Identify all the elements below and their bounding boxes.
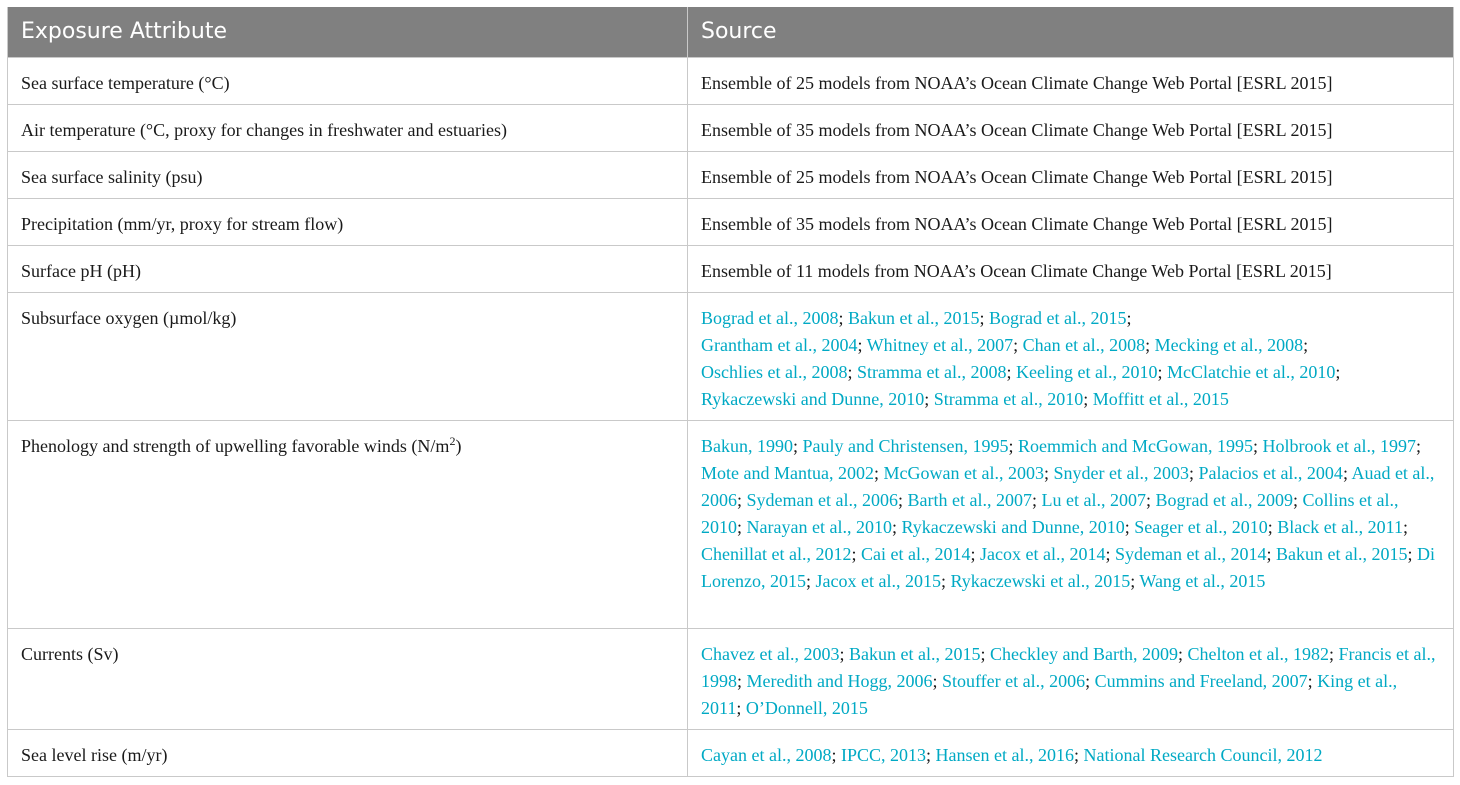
attribute-text: Surface pH (pH) <box>21 260 141 281</box>
citation-link[interactable]: Grantham et al., 2004 <box>701 334 858 355</box>
source-cell <box>688 104 1454 151</box>
citation-link[interactable]: Pauly and Christensen, 1995 <box>802 435 1009 456</box>
citation-link[interactable]: Keeling et al., 2010 <box>1015 361 1158 382</box>
table-body <box>8 57 1454 776</box>
exposure-attribute-table <box>7 7 1454 777</box>
source-cell <box>688 57 1454 104</box>
table-row <box>8 104 1454 151</box>
citation-link[interactable]: Mote and Mantua, 2002 <box>701 462 874 483</box>
table-header-row <box>8 7 1454 57</box>
source-text: Ensemble of 11 models from NOAA’s Ocean Climate Change Web Portal [ESRL 2015] <box>701 260 1332 281</box>
source-text: Ensemble of 25 models from NOAA’s Ocean Climate Change Web Portal [ESRL 2015] <box>701 72 1333 93</box>
source-text: Ensemble of 35 models from NOAA’s Ocean Climate Change Web Portal [ESRL 2015] <box>701 213 1333 234</box>
citation-link[interactable]: Cummins and Freeland, 2007 <box>1094 670 1308 691</box>
citation-link[interactable]: Francis et al., 1998 <box>701 643 1436 691</box>
source-cell <box>688 198 1454 245</box>
citation-link[interactable]: Bakun et al., 2015 <box>848 643 981 664</box>
attribute-text: Phenology and strength of upwelling favorable winds (N/m <box>21 435 450 456</box>
attribute-text: Precipitation (mm/yr, proxy for stream flow) <box>21 213 344 234</box>
citation-link[interactable]: Bograd et al., 2008 <box>701 307 839 328</box>
source-cell <box>688 245 1454 292</box>
source-cell: Bakun, 1990; Pauly and Christensen, 1995; Roemmich and McGowan, 1995; Holbrook et al., 1997; Mote and Mantua, 2002; McGowan et al., 2003; Snyder et al., 2003; Palacios et al., 2004; Auad et al., 2006; Sydeman et al., 2006; Barth et al., 2007; Lu et al., 2007; Bograd et al., 2009; Collins et al., 2010; Narayan et al., 2010; Rykaczewski and Dunne, 2010; Seager et al., 2010; Black et al., 2011; Chenillat et al., 2012; Cai et al., 2014; Jacox et al., 2014; Sydeman et al., 2014; Bakun et al., 2015; Di Lorenzo, 2015; Jacox et al., 2015; Rykaczewski et al., 2015; Wang et al., 2015 <box>688 420 1454 628</box>
citation-link[interactable]: Bograd et al., 2015 <box>989 307 1127 328</box>
citation-link[interactable]: IPCC, 2013 <box>840 744 927 765</box>
citation-link[interactable]: Bakun, 1990 <box>701 435 793 456</box>
attribute-cell <box>8 151 688 198</box>
citation-link[interactable]: Chan et al., 2008 <box>1022 334 1146 355</box>
citation-link[interactable]: Rykaczewski and Dunne, 2010 <box>701 388 925 409</box>
table-row <box>8 628 1454 729</box>
attribute-text: Currents (Sv) <box>21 643 119 664</box>
table-row <box>8 57 1454 104</box>
attribute-superscript: 2 <box>449 433 456 448</box>
citation-link[interactable]: Chenillat et al., 2012 <box>701 543 852 564</box>
source-cell: Bograd et al., 2008; Bakun et al., 2015; Bograd et al., 2015; Grantham et al., 2004; Whitney et al., 2007; Chan et al., 2008; Mecking et al., 2008; Oschlies et al., 2008; Stramma et al., 2008; Keeling et al., 2010; McClatchie et al., 2010; Rykaczewski and Dunne, 2010; Stramma et al., 2010; Moffitt et al., 2015 <box>688 292 1454 420</box>
citation-link[interactable]: Rykaczewski et al., 2015 <box>950 570 1131 591</box>
source-cell: Cayan et al., 2008; IPCC, 2013; Hansen et al., 2016; National Research Council, 2012 <box>688 729 1454 776</box>
table-row <box>8 729 1454 776</box>
citation-link[interactable]: Stouffer et al., 2006 <box>942 670 1086 691</box>
table-row <box>8 151 1454 198</box>
citation-link[interactable]: McClatchie et al., 2010 <box>1166 361 1336 382</box>
attribute-cell <box>8 57 688 104</box>
attribute-text: Sea level rise (m/yr) <box>21 744 168 765</box>
citation-link[interactable]: Roemmich and McGowan, 1995 <box>1018 435 1253 456</box>
citation-link[interactable]: Stramma et al., 2010 <box>933 388 1084 409</box>
attribute-text: Subsurface oxygen (µmol/kg) <box>21 307 237 328</box>
citation-link[interactable]: Moffitt et al., 2015 <box>1092 388 1229 409</box>
table-row <box>8 420 1454 628</box>
citation-link[interactable]: Cai et al., 2014 <box>860 543 971 564</box>
citation-link[interactable]: Wang et al., 2015 <box>1139 570 1266 591</box>
attribute-cell <box>8 198 688 245</box>
citation-link[interactable]: King et al., 2011 <box>701 670 1398 718</box>
table-row <box>8 245 1454 292</box>
citation-link[interactable]: Cayan et al., 2008 <box>701 744 832 765</box>
citation-link[interactable]: Black et al., 2011 <box>1277 516 1404 537</box>
citation-link[interactable]: Snyder et al., 2003 <box>1053 462 1189 483</box>
citation-link[interactable]: Jacox et al., 2015 <box>815 570 941 591</box>
citation-link[interactable]: Rykaczewski and Dunne, 2010 <box>901 516 1125 537</box>
attribute-cell <box>8 729 688 776</box>
header-source: Source <box>688 7 1454 57</box>
header-exposure-attribute: Exposure Attribute <box>8 7 688 57</box>
source-cell <box>688 151 1454 198</box>
citation-link[interactable]: Mecking et al., 2008 <box>1154 334 1304 355</box>
citation-link[interactable]: Collins et al., 2010 <box>701 489 1399 537</box>
citation-link[interactable]: Chavez et al., 2003 <box>701 643 840 664</box>
citation-link[interactable]: Jacox et al., 2014 <box>979 543 1106 564</box>
citation-link[interactable]: McGowan et al., 2003 <box>883 462 1044 483</box>
table-row <box>8 198 1454 245</box>
citation-link[interactable]: Checkley and Barth, 2009 <box>989 643 1178 664</box>
table-row <box>8 292 1454 420</box>
attribute-cell <box>8 292 688 420</box>
attribute-cell <box>8 628 688 729</box>
citation-link[interactable]: Bograd et al., 2009 <box>1155 489 1293 510</box>
citation-link[interactable]: Whitney et al., 2007 <box>866 334 1014 355</box>
table-container <box>7 7 1453 777</box>
citation-link[interactable]: National Research Council, 2012 <box>1083 744 1323 765</box>
citation-link[interactable]: Chelton et al., 1982 <box>1187 643 1329 664</box>
citation-link[interactable]: Seager et al., 2010 <box>1134 516 1268 537</box>
citation-link[interactable]: Sydeman et al., 2006 <box>746 489 898 510</box>
citation-link[interactable]: Narayan et al., 2010 <box>746 516 892 537</box>
source-text: Ensemble of 25 models from NOAA’s Ocean Climate Change Web Portal [ESRL 2015] <box>701 166 1333 187</box>
citation-link[interactable]: Barth et al., 2007 <box>907 489 1032 510</box>
citation-link[interactable]: Palacios et al., 2004 <box>1198 462 1343 483</box>
citation-link[interactable]: Holbrook et al., 1997 <box>1262 435 1416 456</box>
attribute-tail: ) <box>455 435 462 456</box>
source-text: Ensemble of 35 models from NOAA’s Ocean Climate Change Web Portal [ESRL 2015] <box>701 119 1333 140</box>
citation-link[interactable]: Oschlies et al., 2008 <box>701 361 848 382</box>
attribute-cell <box>8 420 688 628</box>
citation-link[interactable]: Sydeman et al., 2014 <box>1114 543 1267 564</box>
attribute-text: Sea surface temperature (°C) <box>21 72 230 93</box>
attribute-text: Air temperature (°C, proxy for changes in freshwater and estuaries) <box>21 119 508 140</box>
citation-link[interactable]: Bakun et al., 2015 <box>848 307 980 328</box>
citation-link[interactable]: Lu et al., 2007 <box>1041 489 1146 510</box>
attribute-cell <box>8 245 688 292</box>
citation-link[interactable]: Meredith and Hogg, 2006 <box>746 670 933 691</box>
attribute-cell <box>8 104 688 151</box>
source-cell: Chavez et al., 2003; Bakun et al., 2015; Checkley and Barth, 2009; Chelton et al., 1982; Francis et al., 1998; Meredith and Hogg, 2006; Stouffer et al., 2006; Cummins and Freeland, 2007; King et al., 2011; O’Donnell, 2015 <box>688 628 1454 729</box>
citation-link[interactable]: Hansen et al., 2016 <box>935 744 1074 765</box>
citation-link[interactable]: O’Donnell, 2015 <box>745 697 868 718</box>
attribute-text: Sea surface salinity (psu) <box>21 166 203 187</box>
citation-link[interactable]: Bakun et al., 2015 <box>1275 543 1408 564</box>
citation-link[interactable]: Di Lorenzo, 2015 <box>701 543 1435 591</box>
citation-link[interactable]: Auad et al., 2006 <box>701 462 1435 510</box>
citation-link[interactable]: Stramma et al., 2008 <box>857 361 1007 382</box>
